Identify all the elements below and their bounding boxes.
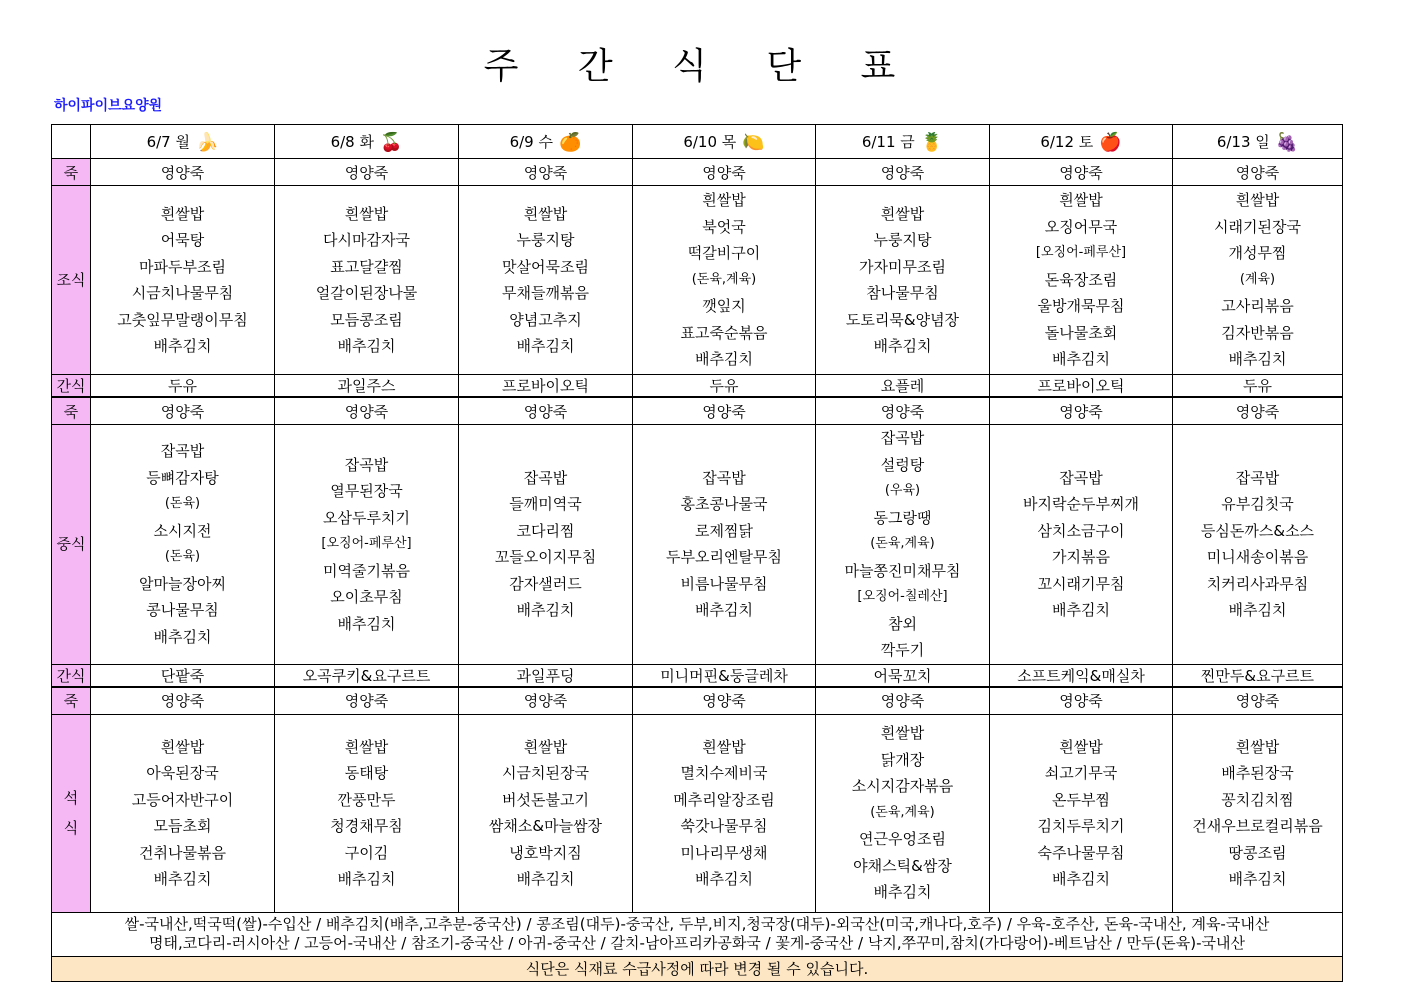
day-header bbox=[459, 125, 633, 159]
menu-item: 돌나물초회 bbox=[1044, 323, 1118, 342]
breakfast-row-cell bbox=[1173, 186, 1343, 375]
morning-snack-row-cell: 두유 bbox=[633, 375, 816, 398]
menu-item: 버섯돈불고기 bbox=[502, 790, 589, 809]
menu-item: 흰쌀밥 bbox=[1235, 737, 1280, 756]
menu-item: 배추김치 bbox=[153, 870, 212, 888]
afternoon-snack-row bbox=[52, 664, 1343, 687]
menu-item: 설렁탕 bbox=[880, 455, 925, 474]
dinner-juk-row-cell: 영양죽 bbox=[633, 687, 816, 715]
menu-item: 참나물무침 bbox=[866, 284, 939, 302]
menu-item: 도토리묵&양념장 bbox=[845, 310, 960, 329]
breakfast-juk-row-cell: 영양죽 bbox=[990, 159, 1173, 186]
menu-item: 쑥갓나물무침 bbox=[680, 817, 768, 835]
menu-item: 김자반볶음 bbox=[1221, 323, 1294, 342]
menu-item: 배추김치 bbox=[1052, 350, 1110, 369]
menu-item: 꼬시래기무침 bbox=[1037, 574, 1125, 593]
origin-note-line: 명태,코다리-러시아산 / 고등어-국내산 / 참조기-중국산 / 아귀-중국산 / 갈치-남아프리카공화국 / 꽃게-중국산 / 낙지,쭈꾸미,참치(가다랑어)-베트남산 / 만두(돈육)-국내산 bbox=[148, 934, 1246, 952]
menu-item: 가자미무조림 bbox=[859, 257, 946, 276]
afternoon-snack-row-cell: 찐만두&요구르트 bbox=[1173, 664, 1343, 687]
menu-item: 잡곡밥 bbox=[702, 468, 746, 487]
day-header bbox=[91, 125, 275, 159]
dinner-row-label-text: 식 bbox=[63, 819, 79, 837]
menu-item: 동그랑땡 bbox=[873, 508, 932, 527]
lunch-row-cell bbox=[633, 425, 816, 665]
menu-item: 들깨미역국 bbox=[509, 495, 582, 514]
menu-item: 누룽지탕 bbox=[873, 231, 932, 249]
menu-item: 참외 bbox=[888, 614, 917, 633]
dinner-juk-row-cell: 영양죽 bbox=[816, 687, 990, 715]
pineapple-icon: 🍍 bbox=[920, 131, 944, 153]
menu-item: 흰쌀밥 bbox=[1059, 737, 1103, 756]
breakfast-row-label-text: 조식 bbox=[56, 271, 86, 289]
menu-item: 멸치수제비국 bbox=[680, 764, 768, 782]
day-header bbox=[275, 125, 459, 159]
menu-item: 콩나물무침 bbox=[146, 601, 219, 620]
day-label: 6/12 토 bbox=[1040, 132, 1094, 151]
menu-item: 얼갈이된장나물 bbox=[315, 284, 418, 302]
lunch-row-cell bbox=[990, 425, 1173, 665]
menu-item: 배추김치 bbox=[873, 337, 932, 355]
menu-item: 숙주나물무침 bbox=[1037, 843, 1125, 862]
page-title: 주 간 식 단 표 bbox=[483, 46, 920, 87]
breakfast-row-cell bbox=[816, 186, 990, 375]
menu-item: 깍두기 bbox=[880, 641, 925, 659]
menu-item: 시래기된장국 bbox=[1214, 217, 1301, 236]
breakfast-juk-row-cell: 영양죽 bbox=[816, 159, 990, 186]
menu-item: 오이초무침 bbox=[330, 588, 403, 606]
menu-item: 잡곡밥 bbox=[160, 442, 205, 461]
menu-item: (돈육,계육) bbox=[870, 804, 935, 820]
menu-item: 미니새송이볶음 bbox=[1206, 548, 1309, 567]
lunch-row-label-text: 중식 bbox=[56, 535, 86, 554]
menu-item: 시금치나물무침 bbox=[131, 284, 234, 302]
lunch-row-cell bbox=[91, 425, 275, 665]
morning-snack-row-cell: 두유 bbox=[1173, 375, 1343, 398]
day-label: 6/9 수 bbox=[509, 132, 553, 151]
menu-item: 흰쌀밥 bbox=[880, 204, 925, 223]
morning-snack-row-cell: 과일주스 bbox=[275, 375, 459, 398]
lunch-juk-row-cell: 영양죽 bbox=[816, 397, 990, 425]
menu-item: 등뼈감자탕 bbox=[146, 468, 219, 487]
lunch-row bbox=[52, 425, 1343, 665]
afternoon-snack-row-cell: 미니머핀&둥글레차 bbox=[633, 664, 816, 687]
orange-icon: 🍊 bbox=[558, 131, 582, 153]
origin-notes bbox=[52, 912, 1343, 956]
menu-item: 잡곡밥 bbox=[1059, 468, 1103, 487]
menu-item: 비름나물무침 bbox=[680, 574, 768, 593]
lunch-juk-row-cell: 영양죽 bbox=[275, 397, 459, 425]
menu-item: 배추김치 bbox=[695, 601, 753, 620]
lemon-icon: 🍋 bbox=[742, 131, 765, 153]
breakfast-juk-row-cell: 영양죽 bbox=[459, 159, 633, 186]
day-label: 6/11 금 bbox=[861, 132, 915, 151]
breakfast-row-cell bbox=[275, 186, 459, 375]
menu-item: 배추김치 bbox=[153, 337, 212, 355]
menu-item: 로제찜닭 bbox=[695, 521, 753, 540]
lunch-row-cell bbox=[459, 425, 633, 665]
menu-item: 소시지감자볶음 bbox=[851, 777, 954, 796]
menu-item: 누룽지탕 bbox=[516, 231, 575, 249]
menu-item: 꽁치김치찜 bbox=[1221, 790, 1294, 809]
menu-item: 치커리사과무침 bbox=[1206, 574, 1309, 593]
menu-item: (계육) bbox=[1239, 271, 1276, 287]
menu-item: 배추김치 bbox=[516, 337, 575, 355]
day-header bbox=[990, 125, 1173, 159]
menu-item: 청경채무침 bbox=[330, 817, 403, 835]
banana-icon: 🍌 bbox=[195, 131, 219, 153]
breakfast-row bbox=[52, 186, 1343, 375]
menu-item: 흰쌀밥 bbox=[160, 737, 205, 756]
breakfast-row-label bbox=[52, 186, 91, 375]
lunch-row-cell bbox=[816, 425, 990, 665]
lunch-juk-row-cell: 영양죽 bbox=[91, 397, 275, 425]
lunch-row-cell bbox=[275, 425, 459, 665]
menu-item: 잡곡밥 bbox=[523, 468, 568, 487]
menu-item: 건새우브로컬리볶음 bbox=[1192, 817, 1323, 835]
menu-item: 흰쌀밥 bbox=[880, 724, 925, 743]
menu-item: 연근우엉조림 bbox=[859, 830, 946, 849]
menu-item: 배추김치 bbox=[1052, 870, 1110, 888]
menu-item: 냉호박지짐 bbox=[509, 843, 582, 862]
menu-item: 코다리찜 bbox=[516, 521, 575, 540]
menu-item: 미역줄기볶음 bbox=[323, 561, 410, 580]
dinner-juk-row-cell: 영양죽 bbox=[990, 687, 1173, 715]
menu-item: 깻잎지 bbox=[702, 297, 746, 316]
menu-item: 알마늘장아찌 bbox=[139, 574, 226, 593]
lunch-juk-row-label: 죽 bbox=[52, 397, 91, 425]
lunch-row-cell bbox=[1173, 425, 1343, 665]
menu-item: 소시지전 bbox=[153, 521, 212, 540]
menu-item: 김치두루치기 bbox=[1037, 817, 1125, 835]
menu-item: 흰쌀밥 bbox=[702, 737, 746, 756]
afternoon-snack-row-cell: 어묵꼬치 bbox=[816, 664, 990, 687]
origin-note-line: 쌀-국내산,떡국떡(쌀)-수입산 / 배추김치(배추,고추분-중국산) / 콩조림(대두)-중국산, 두부,비지,청국장(대두)-외국산(미국,캐나다,호주) / 우육-호주산, 돈육-국내산, 계육-국내산 bbox=[124, 915, 1270, 933]
menu-item: 흰쌀밥 bbox=[702, 191, 746, 210]
menu-item: 울방개묵무침 bbox=[1037, 297, 1125, 316]
day-label: 6/13 일 bbox=[1216, 132, 1270, 151]
menu-item: 고사리볶음 bbox=[1221, 297, 1294, 316]
day-header-row bbox=[52, 125, 1343, 159]
menu-item: 배추김치 bbox=[516, 601, 575, 620]
notice-text: 식단은 식재료 수급사정에 따라 변경 될 수 있습니다. bbox=[52, 956, 1343, 981]
menu-item: [오징어-칠레산] bbox=[857, 589, 948, 604]
day-label: 6/10 목 bbox=[683, 132, 737, 151]
menu-item: 시금치된장국 bbox=[502, 764, 589, 782]
origin-notes-row bbox=[52, 912, 1343, 956]
dinner-juk-row-label: 죽 bbox=[52, 687, 91, 715]
menu-item: 북엇국 bbox=[702, 217, 746, 236]
menu-item: 배추김치 bbox=[337, 870, 396, 888]
morning-snack-row bbox=[52, 375, 1343, 398]
menu-item: 배추김치 bbox=[695, 870, 753, 888]
menu-item: 배추김치 bbox=[1228, 350, 1287, 369]
menu-item: (돈육) bbox=[164, 549, 201, 565]
dinner-row bbox=[52, 714, 1343, 912]
breakfast-juk-row-cell: 영양죽 bbox=[275, 159, 459, 186]
menu-item: (돈육,계육) bbox=[870, 536, 935, 551]
menu-item: 배추김치 bbox=[1052, 601, 1110, 620]
menu-item: 홍초콩나물국 bbox=[680, 495, 768, 514]
breakfast-juk-row-cell: 영양죽 bbox=[633, 159, 816, 186]
menu-item: 구이김 bbox=[344, 843, 389, 862]
lunch-juk-row-cell: 영양죽 bbox=[1173, 397, 1343, 425]
dinner-row-cell bbox=[633, 714, 816, 912]
menu-item: 등심돈까스&소스 bbox=[1200, 521, 1315, 540]
menu-item: 꼬들오이지무침 bbox=[494, 548, 597, 567]
menu-item: 표고죽순볶음 bbox=[680, 323, 768, 342]
menu-item: 모듬초회 bbox=[153, 817, 212, 835]
dinner-row-cell bbox=[91, 714, 275, 912]
menu-item: 배추김치 bbox=[1228, 601, 1287, 620]
dinner-row-cell bbox=[990, 714, 1173, 912]
menu-item: 잡곡밥 bbox=[880, 429, 925, 447]
afternoon-snack-row-cell: 과일푸딩 bbox=[459, 664, 633, 687]
menu-item: 흰쌀밥 bbox=[160, 204, 205, 223]
grape-icon: 🍇 bbox=[1275, 131, 1299, 153]
menu-item: 흰쌀밥 bbox=[1235, 191, 1280, 210]
notice-row bbox=[52, 956, 1343, 981]
menu-item: 마늘쫑진미채무침 bbox=[844, 561, 961, 580]
dinner-juk-row bbox=[52, 687, 1343, 715]
menu-item: 메추리알장조림 bbox=[673, 790, 775, 809]
menu-item: 쌈채소&마늘쌈장 bbox=[488, 817, 603, 835]
weekly-menu-table bbox=[51, 124, 1343, 982]
dinner-row-label-text: 석 bbox=[63, 789, 79, 807]
corner-cell bbox=[52, 125, 91, 159]
menu-item: 온두부찜 bbox=[1052, 790, 1110, 809]
menu-item: 바지락순두부찌개 bbox=[1023, 495, 1139, 514]
dinner-row-cell bbox=[275, 714, 459, 912]
menu-item: 잡곡밥 bbox=[1235, 468, 1280, 487]
menu-item: 배추김치 bbox=[1228, 870, 1287, 888]
menu-item: 흰쌀밥 bbox=[523, 204, 568, 223]
menu-item: 양념고추지 bbox=[509, 310, 582, 329]
morning-snack-row-label: 간식 bbox=[52, 375, 91, 398]
menu-item: 흰쌀밥 bbox=[523, 737, 568, 756]
dinner-row-cell bbox=[1173, 714, 1343, 912]
dinner-row-label bbox=[52, 714, 91, 912]
menu-item: 돈육장조림 bbox=[1044, 270, 1118, 289]
menu-item: 무채들깨볶음 bbox=[502, 284, 589, 302]
lunch-juk-row-cell: 영양죽 bbox=[459, 397, 633, 425]
menu-item: (우육) bbox=[884, 483, 921, 498]
afternoon-snack-row-cell: 소프트케익&매실차 bbox=[990, 664, 1173, 687]
menu-item: 감자샐러드 bbox=[509, 574, 582, 593]
menu-item: 잡곡밥 bbox=[344, 455, 389, 474]
menu-item: 고등어자반구이 bbox=[131, 790, 234, 809]
day-label: 6/8 화 bbox=[330, 132, 374, 151]
dinner-juk-row-cell: 영양죽 bbox=[91, 687, 275, 715]
menu-item: 모듬콩조림 bbox=[330, 310, 403, 329]
breakfast-juk-row-label: 죽 bbox=[52, 159, 91, 186]
apple-icon: 🍎 bbox=[1099, 131, 1122, 153]
menu-item: 어묵탕 bbox=[160, 231, 205, 249]
morning-snack-row-cell: 두유 bbox=[91, 375, 275, 398]
day-header bbox=[633, 125, 816, 159]
menu-item: 유부김칫국 bbox=[1221, 495, 1294, 514]
menu-item: 배추김치 bbox=[873, 883, 932, 902]
dinner-juk-row-cell: 영양죽 bbox=[275, 687, 459, 715]
menu-item: 흰쌀밥 bbox=[344, 204, 389, 223]
afternoon-snack-row-cell: 단팥죽 bbox=[91, 664, 275, 687]
menu-item: 배추김치 bbox=[153, 627, 212, 646]
menu-item: 배추김치 bbox=[695, 350, 753, 369]
day-header bbox=[1173, 125, 1343, 159]
menu-item: 미나리무생채 bbox=[680, 843, 768, 862]
breakfast-row-cell bbox=[633, 186, 816, 375]
menu-item: 오삼두루치기 bbox=[323, 508, 410, 527]
menu-item: 떡갈비구이 bbox=[687, 244, 761, 263]
menu-item: 삼치소금구이 bbox=[1037, 521, 1125, 540]
menu-item: 쇠고기무국 bbox=[1044, 764, 1118, 782]
breakfast-juk-row bbox=[52, 159, 1343, 186]
breakfast-row-cell bbox=[990, 186, 1173, 375]
menu-item: 아욱된장국 bbox=[146, 764, 219, 782]
menu-item: 표고달걀찜 bbox=[330, 257, 403, 276]
day-header bbox=[816, 125, 990, 159]
breakfast-row-cell bbox=[459, 186, 633, 375]
menu-item: 배추된장국 bbox=[1221, 764, 1294, 782]
menu-item: 두부오리엔탈무침 bbox=[666, 548, 782, 567]
menu-item: 닭개장 bbox=[880, 750, 925, 769]
lunch-row-label bbox=[52, 425, 91, 665]
menu-item: 배추김치 bbox=[337, 614, 396, 633]
menu-item: 배추김치 bbox=[516, 870, 575, 888]
dinner-juk-row-cell: 영양죽 bbox=[1173, 687, 1343, 715]
lunch-juk-row bbox=[52, 397, 1343, 425]
lunch-juk-row-cell: 영양죽 bbox=[633, 397, 816, 425]
breakfast-juk-row-cell: 영양죽 bbox=[1173, 159, 1343, 186]
cherry-icon: 🍒 bbox=[379, 131, 403, 153]
breakfast-juk-row-cell: 영양죽 bbox=[91, 159, 275, 186]
menu-item: [오징어-페루산] bbox=[1035, 245, 1127, 261]
menu-item: 야채스틱&쌈장 bbox=[853, 856, 952, 875]
morning-snack-row-cell: 프로바이오틱 bbox=[459, 375, 633, 398]
menu-item: 배추김치 bbox=[337, 337, 396, 355]
morning-snack-row-cell: 요플레 bbox=[816, 375, 990, 398]
menu-item: 가지볶음 bbox=[1052, 548, 1110, 567]
breakfast-row-cell bbox=[91, 186, 275, 375]
menu-item: 오징어무국 bbox=[1044, 217, 1118, 236]
dinner-row-cell bbox=[816, 714, 990, 912]
menu-item: [오징어-페루산] bbox=[321, 536, 412, 551]
menu-item: 흰쌀밥 bbox=[344, 737, 389, 756]
morning-snack-row-cell: 프로바이오틱 bbox=[990, 375, 1173, 398]
menu-item: 마파두부조림 bbox=[139, 257, 226, 276]
afternoon-snack-row-label: 간식 bbox=[52, 664, 91, 687]
menu-item: (돈육) bbox=[164, 496, 201, 512]
dinner-juk-row-cell: 영양죽 bbox=[459, 687, 633, 715]
menu-item: 건취나물볶음 bbox=[139, 843, 226, 862]
menu-item: 깐풍만두 bbox=[337, 790, 396, 809]
menu-item: 맛살어묵조림 bbox=[502, 257, 589, 276]
organization-name: 하이파이브요양원 bbox=[54, 98, 163, 114]
menu-item: 고춧잎무말랭이무침 bbox=[117, 310, 248, 329]
menu-item: 개성무찜 bbox=[1228, 244, 1287, 263]
menu-item: (돈육,계육) bbox=[691, 271, 757, 287]
menu-item: 다시마감자국 bbox=[323, 231, 410, 249]
menu-item: 동태탕 bbox=[344, 764, 389, 782]
lunch-juk-row-cell: 영양죽 bbox=[990, 397, 1173, 425]
dinner-row-cell bbox=[459, 714, 633, 912]
menu-item: 땅콩조림 bbox=[1228, 843, 1287, 862]
day-label: 6/7 월 bbox=[146, 132, 190, 151]
afternoon-snack-row-cell: 오곡쿠키&요구르트 bbox=[275, 664, 459, 687]
menu-item: 흰쌀밥 bbox=[1059, 191, 1103, 210]
menu-item: 열무된장국 bbox=[330, 482, 403, 500]
